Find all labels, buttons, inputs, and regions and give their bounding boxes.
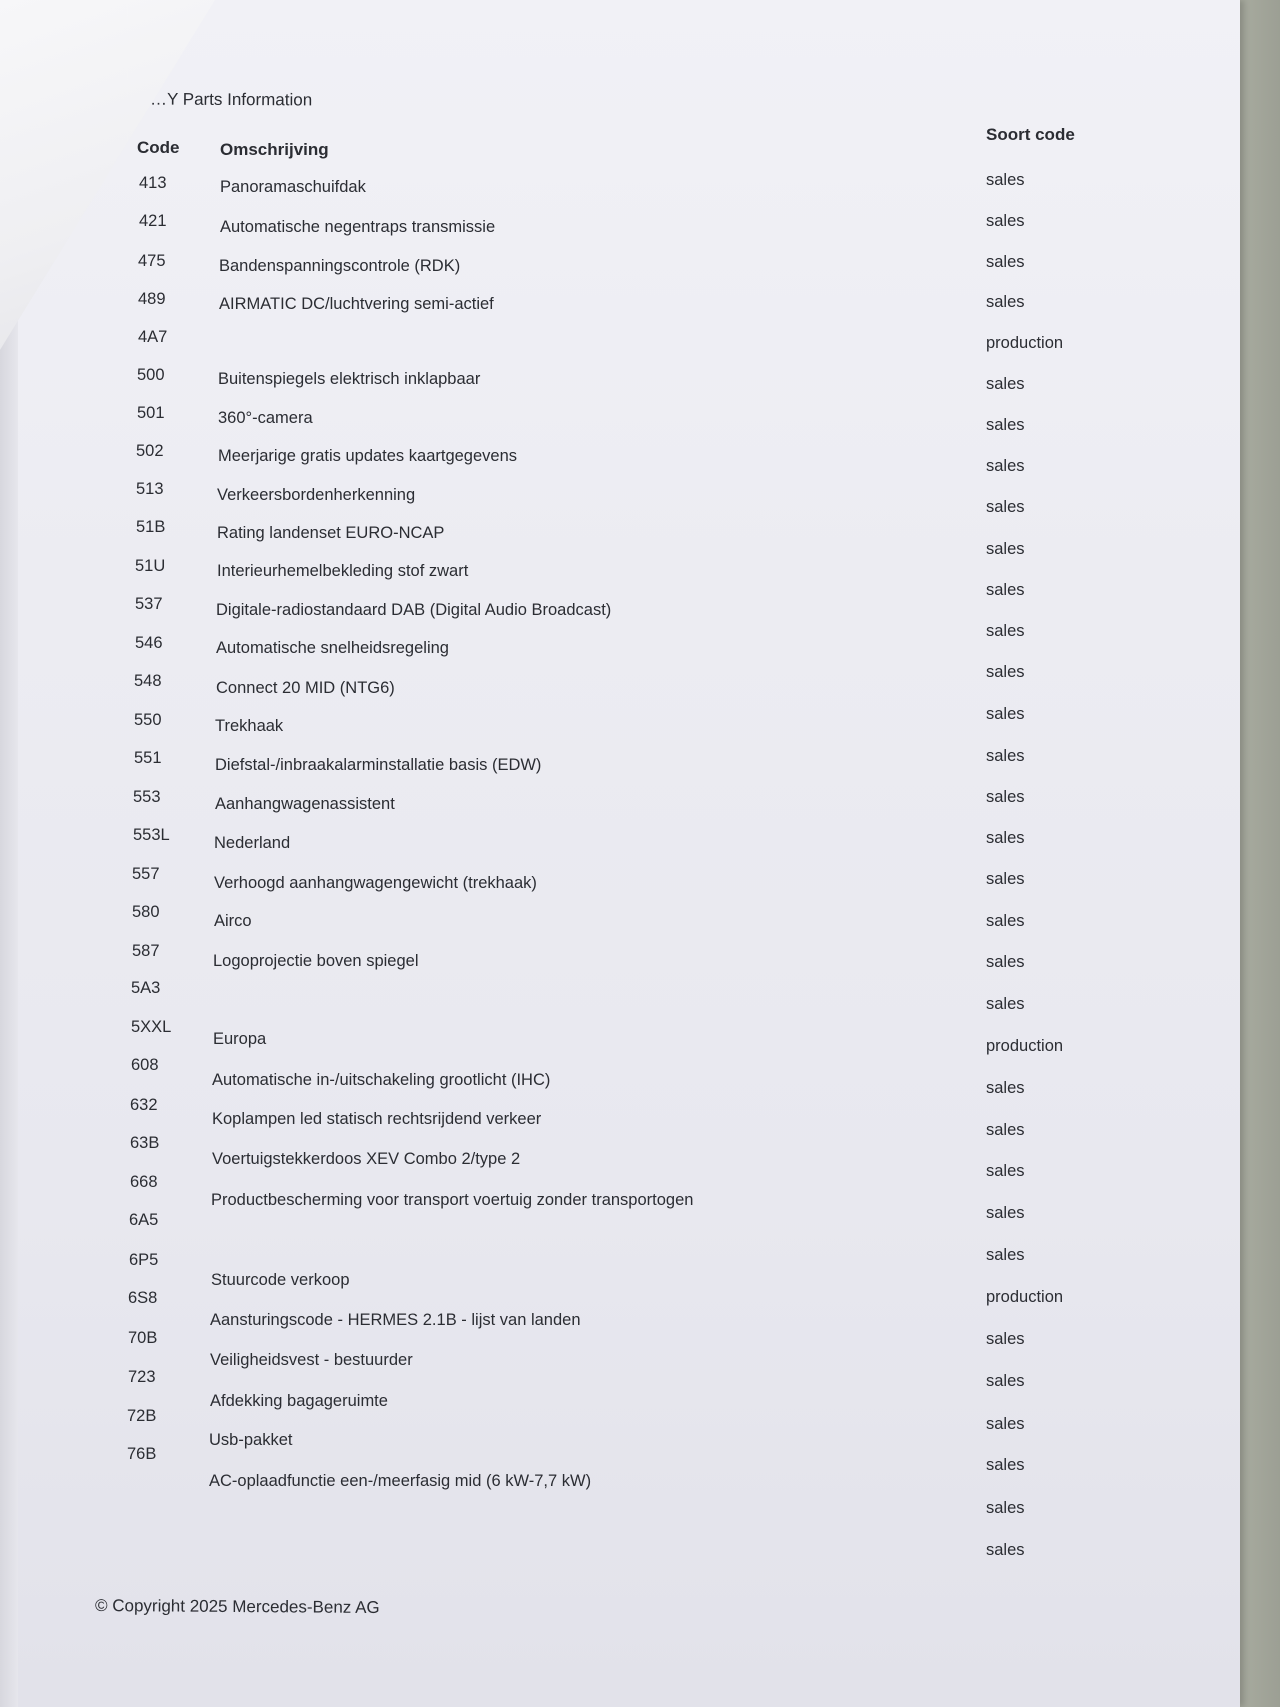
row-type: sales	[986, 1204, 1025, 1222]
row-code: 5XXL	[131, 1018, 172, 1036]
row-description: Automatische snelheidsregeling	[216, 639, 449, 657]
row-description: Veiligheidsvest - bestuurder	[210, 1351, 413, 1369]
column-header-type: Soort code	[986, 125, 1075, 144]
row-description: Aanhangwagenassistent	[215, 795, 395, 813]
row-type: sales	[986, 1499, 1025, 1517]
row-code: 557	[132, 865, 160, 883]
row-code: 500	[137, 366, 165, 384]
row-code: 475	[138, 252, 166, 270]
row-type: sales	[986, 171, 1025, 189]
row-description: Afdekking bagageruimte	[210, 1392, 388, 1410]
row-type: sales	[986, 788, 1025, 806]
row-code: 553L	[133, 826, 170, 844]
row-type: sales	[986, 498, 1025, 516]
row-code: 550	[134, 711, 162, 729]
row-description: Voertuigstekkerdoos XEV Combo 2/type 2	[212, 1150, 521, 1168]
row-code: 51B	[136, 518, 166, 536]
row-description: Nederland	[214, 834, 291, 852]
row-type: sales	[986, 540, 1025, 558]
row-description: Usb-pakket	[209, 1431, 293, 1449]
row-code: 580	[132, 903, 160, 921]
row-code: 489	[138, 290, 166, 308]
row-type: sales	[986, 416, 1025, 434]
row-description: 360°-camera	[218, 409, 313, 427]
row-type: production	[986, 334, 1064, 352]
row-type: sales	[986, 663, 1025, 681]
row-type: sales	[986, 457, 1025, 475]
row-type: sales	[986, 375, 1025, 393]
background-surface	[1240, 0, 1280, 1707]
row-description: Logoprojectie boven spiegel	[213, 952, 419, 970]
row-code: 51U	[135, 557, 166, 575]
column-header-code: Code	[137, 138, 180, 157]
row-type: sales	[986, 293, 1025, 311]
row-type: sales	[986, 829, 1025, 847]
row-description: Verkeersbordenherkenning	[217, 486, 416, 504]
page-title: …Y Parts Information	[149, 89, 313, 110]
row-code: 587	[132, 942, 160, 960]
row-code: 4A7	[138, 328, 168, 346]
row-code: 723	[128, 1368, 156, 1386]
row-description: Diefstal-/inbraakalarminstallatie basis (EDW)	[215, 756, 542, 774]
row-description: Airco	[214, 912, 252, 930]
row-type: sales	[986, 1541, 1025, 1559]
row-type: sales	[986, 212, 1025, 230]
row-type: sales	[986, 747, 1025, 765]
row-type: sales	[986, 1079, 1025, 1097]
row-description: Aansturingscode - HERMES 2.1B - lijst van landen	[210, 1311, 581, 1329]
row-type: sales	[986, 870, 1025, 888]
row-code: 546	[135, 634, 163, 652]
row-code: 72B	[127, 1407, 157, 1425]
row-type: sales	[986, 953, 1025, 971]
row-description: Trekhaak	[215, 717, 284, 735]
row-description: Europa	[213, 1030, 267, 1048]
copyright-footer: © Copyright 2025 Mercedes-Benz AG	[94, 1596, 380, 1617]
row-type: sales	[986, 1246, 1025, 1264]
row-code: 6P5	[129, 1251, 159, 1269]
row-type: sales	[986, 705, 1025, 723]
row-description: Rating landenset EURO-NCAP	[217, 524, 445, 542]
row-description: Automatische negentraps transmissie	[220, 218, 496, 236]
row-description: Meerjarige gratis updates kaartgegevens	[218, 447, 518, 465]
row-description: AIRMATIC DC/luchtvering semi-actief	[219, 295, 494, 313]
row-description: Koplampen led statisch rechtsrijdend verkeer	[212, 1110, 542, 1128]
row-type: sales	[986, 1162, 1025, 1180]
row-description: AC-oplaadfunctie een-/meerfasig mid (6 kW-7,7 kW)	[209, 1472, 592, 1490]
row-description: Verhoogd aanhangwagengewicht (trekhaak)	[214, 874, 537, 892]
row-code: 537	[135, 595, 163, 613]
row-type: production	[986, 1037, 1064, 1055]
row-code: 421	[139, 212, 167, 230]
row-code: 513	[136, 480, 164, 498]
row-description: Automatische in-/uitschakeling grootlicht (IHC)	[212, 1071, 551, 1089]
row-code: 501	[137, 404, 165, 422]
row-code: 608	[131, 1056, 159, 1074]
column-header-description: Omschrijving	[220, 140, 329, 159]
row-type: sales	[986, 1372, 1025, 1390]
row-type: sales	[986, 1415, 1025, 1433]
row-type: sales	[986, 581, 1025, 599]
row-type: sales	[986, 1330, 1025, 1348]
row-description: Digitale-radiostandaard DAB (Digital Audio Broadcast)	[216, 601, 612, 619]
row-code: 553	[133, 788, 161, 806]
row-code: 76B	[127, 1445, 157, 1463]
row-code: 502	[136, 442, 164, 460]
row-code: 668	[130, 1173, 158, 1191]
row-code: 551	[134, 749, 162, 767]
row-type: sales	[986, 1456, 1025, 1474]
row-type: sales	[986, 995, 1025, 1013]
row-type: sales	[986, 253, 1025, 271]
row-type: production	[986, 1288, 1064, 1306]
row-type: sales	[986, 912, 1025, 930]
row-code: 6A5	[129, 1211, 159, 1229]
row-description: Panoramaschuifdak	[220, 178, 366, 196]
row-description: Stuurcode verkoop	[211, 1271, 350, 1289]
row-description: Bandenspanningscontrole (RDK)	[219, 257, 461, 275]
row-type: sales	[986, 622, 1025, 640]
row-code: 413	[139, 174, 167, 192]
row-code: 63B	[130, 1134, 160, 1152]
row-description: Interieurhemelbekleding stof zwart	[217, 562, 469, 580]
row-code: 5A3	[131, 979, 161, 997]
row-description: Connect 20 MID (NTG6)	[216, 679, 395, 697]
row-code: 632	[130, 1096, 158, 1114]
row-code: 6S8	[128, 1289, 158, 1307]
row-code: 70B	[128, 1329, 158, 1347]
row-type: sales	[986, 1121, 1025, 1139]
row-description: Buitenspiegels elektrisch inklapbaar	[218, 370, 481, 388]
row-code: 548	[134, 672, 162, 690]
row-description: Productbescherming voor transport voertuig zonder transportogen	[211, 1191, 694, 1209]
